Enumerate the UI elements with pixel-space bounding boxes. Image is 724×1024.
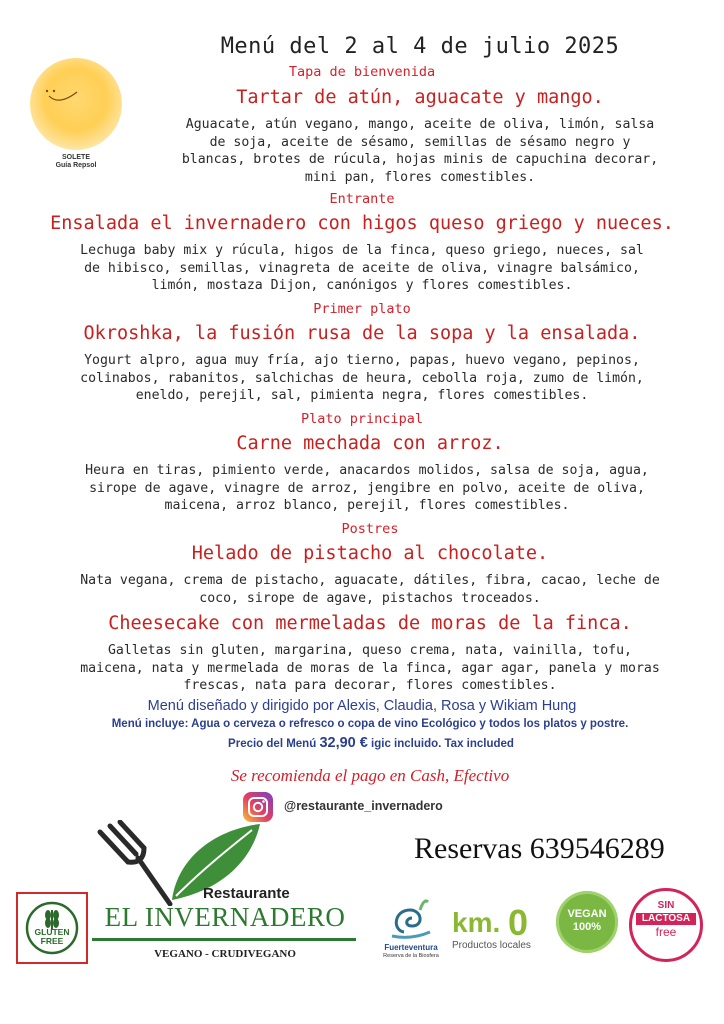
solete-badge-line2: Guía Repsol (55, 162, 97, 169)
price-prefix: Precio del Menú (228, 738, 317, 750)
dish-title-okroshka: Okroshka, la fusión rusa de la sopa y la ensalada. (83, 323, 641, 344)
description-line: de hibisco, semillas, vinagreta de aceite de oliva, vinagre balsámico, (84, 260, 640, 276)
restaurant-label: Restaurante (203, 885, 290, 902)
description-line: limón, mostaza Dijon, canónigos y flores comestibles. (151, 278, 573, 293)
gluten-free-line1: GLUTEN (34, 927, 70, 937)
lactose-line1: SIN (657, 900, 675, 911)
fuerteventura-sub: Reserva de la Biosfera (383, 953, 439, 959)
km-zero-sub: Productos locales (452, 940, 531, 951)
description-line: mini pan, flores comestibles. (304, 169, 536, 185)
dish-title-tartar: Tartar de atún, aguacate y mango. (236, 87, 604, 108)
designed-by-note: Menú diseñado y dirigido por Alexis, Claudia, Rosa y Wikiam Hung (147, 698, 577, 714)
description-line: Lechuga baby mix y rúcula, higos de la finca, queso griego, nueces, sal (80, 243, 644, 258)
description-line: Galletas sin gluten, margarina, queso crema, nata, vainilla, tofu, (107, 643, 632, 658)
instagram-icon[interactable] (242, 791, 274, 823)
fuerteventura-snail-icon (386, 896, 436, 942)
section-label-starter: Entrante (329, 191, 395, 207)
vegan-line2: 100% (572, 921, 602, 933)
restaurant-name: EL INVERNADERO (104, 902, 346, 932)
fuerteventura-label: Fuerteventura (384, 943, 438, 952)
km-label: km. (452, 907, 501, 938)
dish-description-cheesecake (0, 642, 724, 695)
description-line: Aguacate, atún vegano, mango, aceite de oliva, limón, salsa (185, 117, 655, 132)
solete-badge-line1: SOLETE (61, 154, 90, 161)
dish-description-tartar (140, 116, 700, 186)
km-zero-logo (452, 902, 528, 944)
description-line: colinabos, rabanitos, salchichas de heura, cebolla roja, zumo de limón, (80, 370, 644, 386)
description-line: Nata vegana, crema de pistacho, aguacate, dátiles, fibra, cacao, leche de (80, 573, 660, 588)
dish-description-carne-mechada (0, 462, 724, 515)
section-label-main-course: Plato principal (301, 411, 423, 427)
menu-price (0, 735, 724, 751)
lactose-line2: LACTOSA (636, 913, 696, 925)
gluten-free-badge (16, 892, 88, 964)
logo-divider (92, 938, 356, 941)
km-zero: 0 (508, 902, 529, 943)
lactose-free-badge (629, 888, 703, 962)
restaurant-tagline: VEGANO - CRUDIVEGANO (154, 948, 296, 960)
description-line: sirope de agave, vinagre de arroz, jengibre en polvo, aceite de oliva, (89, 480, 645, 496)
page-title: Menú del 2 al 4 de julio 2025 (220, 34, 620, 59)
vegan-line1: VEGAN (567, 908, 607, 920)
instagram-handle[interactable]: @restaurante_invernadero (284, 799, 443, 813)
dish-title-cheesecake: Cheesecake con mermeladas de moras de la finca. (108, 613, 632, 634)
description-line: blancas, brotes de rúcula, hojas minis de capuchina decorar, (181, 152, 659, 167)
dish-title-helado: Helado de pistacho al chocolate. (191, 543, 549, 564)
cash-payment-note: Se recomienda el pago en Cash, Efectivo (230, 766, 510, 785)
description-line: maicena, arroz blanco, perejil, flores comestibles. (164, 498, 570, 513)
price-suffix: igic incluido. Tax included (371, 738, 514, 750)
description-line: maicena, nata y mermelada de moras de la finca, agar agar, panela y moras (80, 660, 660, 676)
description-line: eneldo, perejil, sal, pimienta negra, flores comestibles. (135, 388, 589, 403)
lactose-line3: free (655, 925, 677, 939)
price-value: 32,90 € (319, 735, 368, 751)
description-line: de soja, aceite de sésamo, semillas de sésamo negro y (209, 134, 631, 150)
section-label-first-course: Primer plato (313, 301, 411, 317)
vegan-badge (556, 891, 618, 953)
dish-description-okroshka (0, 352, 724, 405)
dish-description-salad (0, 242, 724, 295)
description-line: frescas, nata para decorar, flores comestibles. (183, 678, 557, 693)
solete-badge (42, 154, 110, 170)
menu-includes-note: Menú incluye: Agua o cerveza o refresco o copa de vino Ecológico y todos los platos y postre. (111, 718, 629, 730)
description-line: Heura en tiras, pimiento verde, anacardos molidos, salsa de soja, agua, (85, 463, 649, 478)
reservations-phone: Reservas 639546289 (414, 832, 665, 865)
dish-title-carne-mechada: Carne mechada con arroz. (236, 433, 504, 454)
dish-description-helado (0, 572, 724, 607)
section-label-desserts: Postres (341, 521, 399, 537)
description-line: coco, sirope de agave, pistachos troceados. (199, 590, 541, 606)
section-label-welcome: Tapa de bienvenida (288, 64, 436, 80)
gluten-free-line2: FREE (40, 936, 64, 946)
description-line: Yogurt alpro, agua muy fría, ajo tierno, papas, huevo vegano, pepinos, (84, 353, 640, 368)
dish-title-salad: Ensalada el invernadero con higos queso griego y nueces. (50, 213, 674, 234)
